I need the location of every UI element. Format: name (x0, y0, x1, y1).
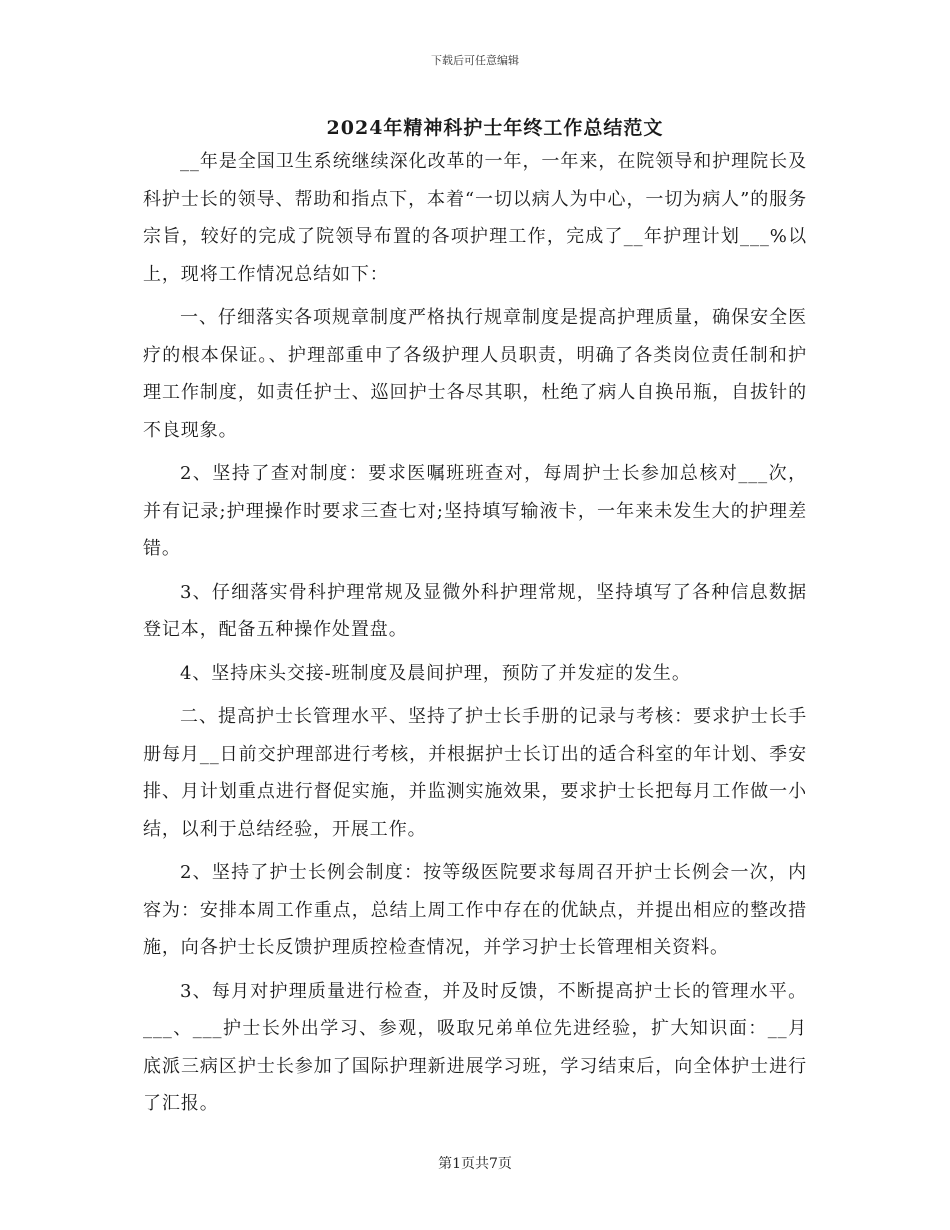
paragraph: 一、仔细落实各项规章制度严格执行规章制度是提高护理质量，确保安全医疗的根本保证。、护理部重申了各级护理人员职责，明确了各类岗位责任制和护理工作制度，如责任护士、巡回护士各尽其职，杜绝了病人自换吊瓶，自拔针的不良现象。 (143, 307, 807, 441)
paragraph: 4、坚持床头交接-班制度及晨间护理，预防了并发症的发生。 (180, 662, 691, 684)
paragraph: __年是全国卫生系统继续深化改革的一年，一年来，在院领导和护理院长及科护士长的领导、帮助和指点下，本着“一切以病人为中心，一切为病人”的服务宗旨，较好的完成了院领导布置的各项护理工作，完成了__年护理计划___%以上，现将工作情况总结如下： (143, 151, 807, 285)
paragraph: 3、每月对护理质量进行检查，并及时反馈，不断提高护士长的管理水平。___、___护士长外出学习、参观，吸取兄弟单位先进经验，扩大知识面：__月底派三病区护士长参加了国际护理新进展学习班，学习结束后，向全体护士进行了汇报。 (143, 980, 807, 1114)
document-title: 2024年精神科护士年终工作总结范文 (326, 117, 664, 139)
page-number: 第1页共7页 (438, 1156, 512, 1172)
paragraph: 2、坚持了护士长例会制度：按等级医院要求每周召开护士长例会一次，内容为：安排本周工作重点，总结上周工作中存在的优缺点，并提出相应的整改措施，向各护士长反馈护理质控检查情况，并学习护士长管理相关资料。 (143, 862, 807, 958)
paragraph: 2、坚持了查对制度：要求医嘱班班查对，每周护士长参加总核对___次，并有记录;护理操作时要求三查七对;坚持填写输液卡，一年来未发生大的护理差错。 (143, 463, 807, 559)
header-note: 下载后可任意编辑 (431, 54, 519, 67)
document-body (143, 143, 807, 1129)
paragraph: 二、提高护士长管理水平、坚持了护士长手册的记录与考核：要求护士长手册每月__日前交护理部进行考核，并根据护士长订出的适合科室的年计划、季安排、月计划重点进行督促实施，并监测实施效果，要求护士长把每月工作做一小结，以利于总结经验，开展工作。 (143, 706, 807, 840)
paragraph: 3、仔细落实骨科护理常规及显微外科护理常规，坚持填写了各种信息数据登记本，配备五种操作处置盘。 (143, 581, 807, 640)
